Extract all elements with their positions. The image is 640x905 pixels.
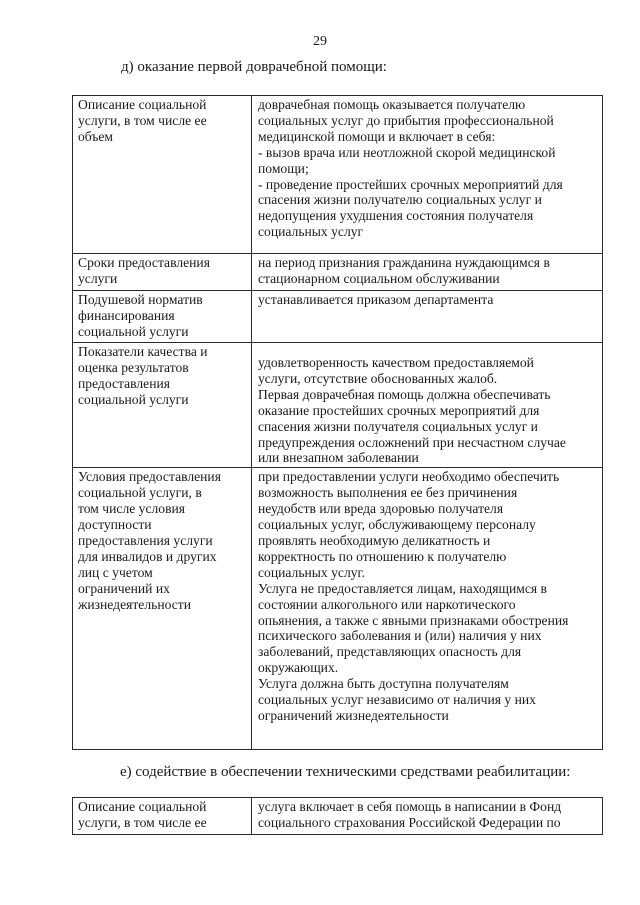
value-line: при предоставлении услуги необходимо обеспечить	[258, 469, 560, 485]
table-row-description	[73, 96, 603, 254]
value-line: Услуга не предоставляется лицам, находящимся в	[258, 580, 547, 596]
label-line: социальной услуги	[78, 323, 189, 339]
label-line: финансирования	[78, 307, 175, 323]
value-line: проявлять необходимую деликатность и	[258, 532, 491, 548]
label-line: лиц с учетом	[78, 564, 153, 580]
label-line: услуги, в том числе ее	[78, 112, 207, 128]
label-line: Описание социальной	[78, 97, 207, 112]
value-line: удовлетворенность качеством предоставляемой	[258, 355, 534, 370]
value-line: помощи;	[258, 160, 309, 176]
label-line: Показатели качества и	[78, 344, 208, 359]
value-line: услуга включает в себя помощь в написании в Фонд	[258, 799, 562, 814]
value-line: доврачебная помощь оказывается получателю	[258, 97, 526, 112]
value-line: заболеваний, представляющих опасность для	[258, 644, 522, 660]
row-value	[252, 254, 603, 291]
value-line: - вызов врача или неотложной скорой медицинской	[258, 144, 556, 160]
row-label	[73, 798, 252, 835]
row-value	[252, 468, 603, 750]
row-value	[252, 343, 603, 468]
value-line: неудобств или вреда здоровью получателя	[258, 501, 504, 517]
value-line: социальных услуг до прибытия профессиональной	[258, 112, 554, 128]
label-line: предоставления услуги	[78, 532, 213, 548]
row-value	[252, 291, 603, 343]
row-label	[73, 254, 252, 291]
table-row-conditions	[73, 468, 603, 750]
row-label	[73, 291, 252, 343]
label-line: услуги	[78, 270, 118, 286]
value-line: социальных услуг	[258, 224, 364, 240]
label-line: социальной услуги, в	[78, 485, 202, 501]
value-line: недопущения ухудшения состояния получателя	[258, 208, 534, 224]
value-line: состоянии алкогольного или наркотического	[258, 596, 516, 612]
label-line: том числе условия	[78, 501, 186, 517]
row-label	[73, 343, 252, 468]
value-line: Первая доврачебная помощь должна обеспечивать	[258, 386, 551, 402]
service-table-rehabilitation	[72, 797, 603, 835]
value-line: социальных услуг.	[258, 564, 365, 580]
service-table-first-aid	[72, 95, 603, 750]
section-heading-d: д) оказание первой доврачебной помощи:	[121, 59, 387, 75]
label-line: услуги, в том числе ее	[78, 814, 207, 830]
section-heading-e: е) содействие в обеспечении техническими средствами реабилитации:	[120, 764, 571, 780]
value-line: социальных услуг независимо от наличия у них	[258, 692, 536, 708]
row-value	[252, 96, 603, 254]
value-line: опьянения, а также с явными признаками обострения	[258, 612, 569, 628]
page-number: 29	[313, 34, 327, 49]
value-line: Услуга должна быть доступна получателям	[258, 676, 509, 692]
label-line: Подушевой норматив	[78, 292, 203, 307]
value-line: социальных услуг, обслуживающему персоналу	[258, 517, 536, 533]
value-line: спасения жизни получателю социальных услуг и	[258, 192, 542, 208]
label-line: оценка результатов	[78, 359, 189, 375]
value-line: - проведение простейших срочных мероприятий для	[258, 176, 563, 192]
label-line: Описание социальной	[78, 799, 207, 814]
table-row-terms	[73, 254, 603, 291]
label-line: жизнедеятельности	[78, 596, 191, 612]
value-line: стационарном социальном обслуживании	[258, 270, 500, 286]
value-line: социального страхования Российской Федерации по	[258, 814, 561, 830]
row-label	[73, 468, 252, 750]
value-line: окружающих.	[258, 660, 339, 676]
value-line: спасения жизни получателя социальных услуг и	[258, 418, 538, 434]
label-line: социальной услуги	[78, 391, 189, 407]
value-line: психического заболевания и (или) наличия у них	[258, 628, 542, 644]
label-line: для инвалидов и других	[78, 548, 217, 564]
value-line: устанавливается приказом департамента	[258, 292, 494, 307]
value-line: медицинской помощи и включает в себя:	[258, 128, 496, 144]
label-line: доступности	[78, 517, 152, 533]
table-row-quality	[73, 343, 603, 468]
value-line: корректность по отношению к получателю	[258, 548, 507, 564]
label-line: объем	[78, 128, 114, 144]
value-line: ограничений жизнедеятельности	[258, 707, 449, 723]
value-line: услуги, отсутствие обоснованных жалоб.	[258, 370, 498, 386]
value-line: предупреждения осложнений при несчастном случае	[258, 434, 566, 450]
table-row-financing	[73, 291, 603, 343]
label-line: ограничений их	[78, 580, 170, 596]
table-row-description	[73, 798, 603, 835]
row-label	[73, 96, 252, 254]
label-line: Условия предоставления	[78, 469, 221, 485]
value-line: на период признания гражданина нуждающимся в	[258, 255, 550, 270]
value-line: возможность выполнения ее без причинения	[258, 485, 518, 501]
label-line: Сроки предоставления	[78, 255, 210, 270]
row-value	[252, 798, 603, 835]
value-line: или внезапном заболевании	[258, 450, 419, 466]
value-line: оказание простейших срочных мероприятий для	[258, 402, 540, 418]
label-line: предоставления	[78, 375, 171, 391]
